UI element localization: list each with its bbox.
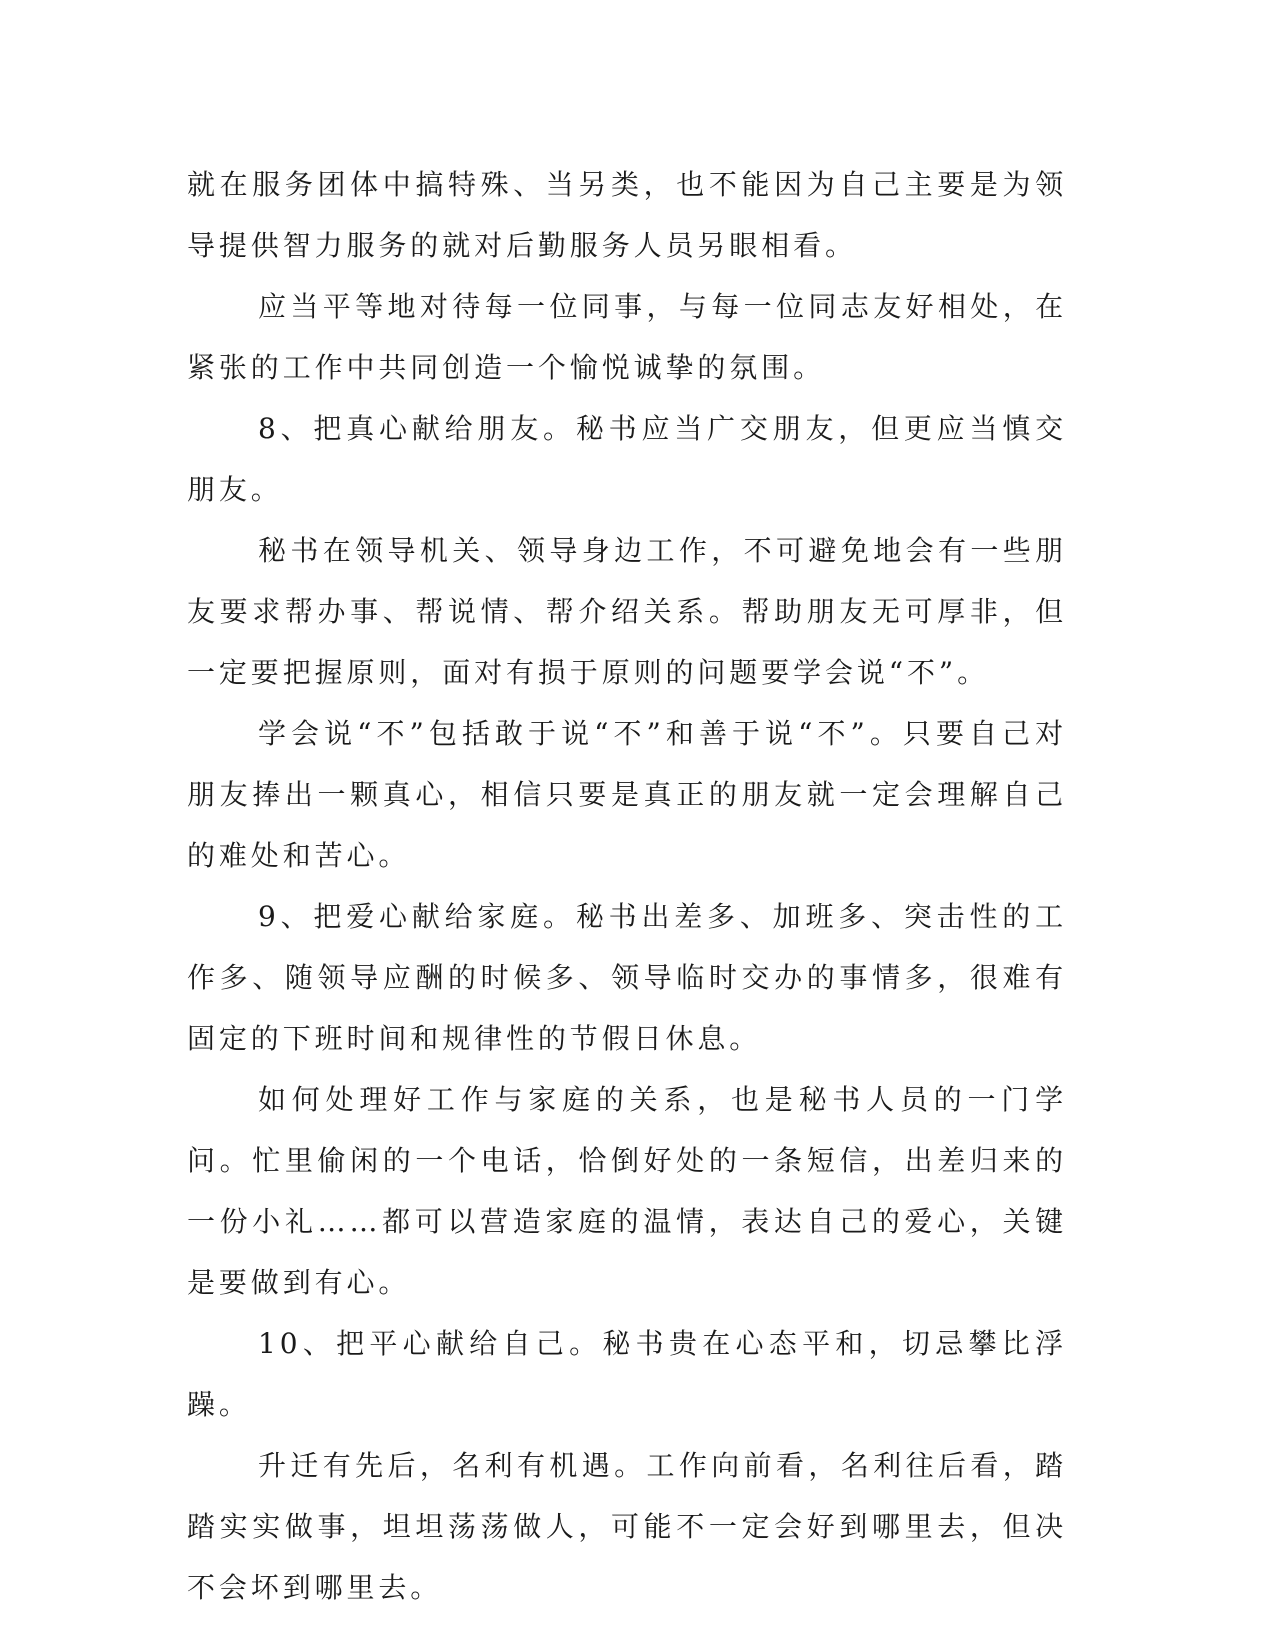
paragraph-9: 升迁有先后，名利有机遇。工作向前看，名利往后看，踏踏实实做事，坦坦荡荡做人，可能不一定会好到哪里去，但决不会坏到哪里去。 bbox=[187, 1449, 1067, 1604]
paragraph-5: 学会说“不”包括敢于说“不”和善于说“不”。只要自己对朋友捧出一颗真心，相信只要是真正的朋友就一定会理解自己的难处和苦心。 bbox=[187, 717, 1067, 872]
paragraph-7: 如何处理好工作与家庭的关系，也是秘书人员的一门学问。忙里偷闲的一个电话，恰倒好处的一条短信，出差归来的一份小礼……都可以营造家庭的温情，表达自己的爱心，关键是要做到有心。 bbox=[187, 1083, 1067, 1299]
paragraph-1: 就在服务团体中搞特殊、当另类，也不能因为自己主要是为领导提供智力服务的就对后勤服务人员另眼相看。 bbox=[187, 168, 1067, 262]
paragraph-2: 应当平等地对待每一位同事，与每一位同志友好相处，在紧张的工作中共同创造一个愉悦诚挚的氛围。 bbox=[187, 290, 1067, 384]
paragraph-4: 秘书在领导机关、领导身边工作，不可避免地会有一些朋友要求帮办事、帮说情、帮介绍关系。帮助朋友无可厚非，但一定要把握原则，面对有损于原则的问题要学会说“不”。 bbox=[187, 534, 1067, 689]
paragraph-6-heading-9: 9、把爱心献给家庭。秘书出差多、加班多、突击性的工作多、随领导应酬的时候多、领导临时交办的事情多，很难有固定的下班时间和规律性的节假日休息。 bbox=[187, 900, 1067, 1055]
body-text bbox=[187, 154, 1067, 1618]
paragraph-3-heading-8: 8、把真心献给朋友。秘书应当广交朋友，但更应当慎交朋友。 bbox=[187, 412, 1067, 506]
paragraph-8-heading-10: 10、把平心献给自己。秘书贵在心态平和，切忌攀比浮躁。 bbox=[187, 1327, 1067, 1421]
